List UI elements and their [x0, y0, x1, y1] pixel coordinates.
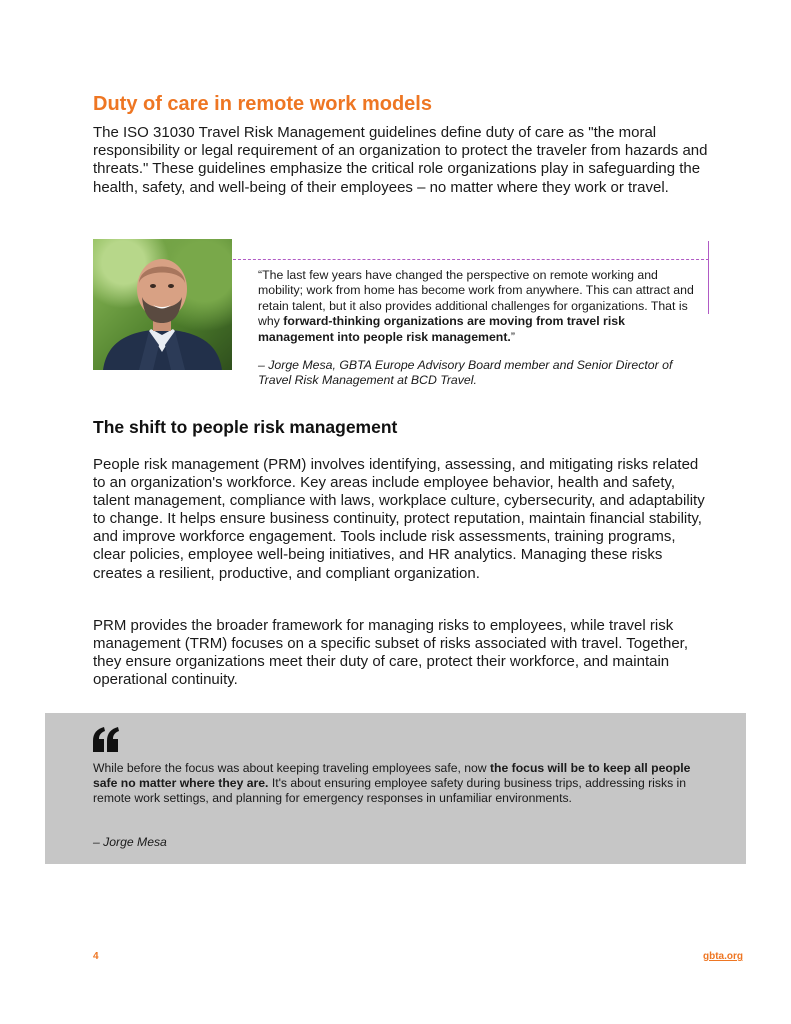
callout-attribution: – Jorge Mesa — [93, 835, 167, 849]
pull-quote-start: “The last few years have changed the perspective on remote working and mobility; work from home has become work from anywhere. This can attract and retain talent, but it also provides additional challenges for organizations. That is why — [258, 268, 694, 329]
quote-mark-icon — [92, 727, 120, 753]
pull-quote-end: ” — [510, 329, 515, 344]
speaker-photo — [93, 239, 232, 370]
prm-paragraph-2: PRM provides the broader framework for managing risks to employees, while travel risk management (TRM) focuses on a specific subset of risks associated with travel. Together, they ensure organizations meet their duty of care, protect their workforce, and maintain operational continuity. — [93, 617, 688, 689]
site-link[interactable]: gbta.org — [703, 951, 743, 962]
callout-quote-end: It's about ensuring employee safety during business trips, addressing risks in remote work settings, and planning for emergency responses in unfamiliar environments. — [93, 776, 687, 806]
page-number: 4 — [93, 951, 99, 962]
section-title: Duty of care in remote work models — [93, 93, 432, 115]
intro-paragraph: The ISO 31030 Travel Risk Management guidelines define duty of care as "the moral responsibility or legal requirement of an organization to protect the traveler from hazards and threats." These guidelines emphasize the critical role organizations play in safeguarding the health, safety, and well-being of their employees – no matter where they work or travel. — [93, 124, 708, 196]
callout-quote-text — [93, 761, 693, 807]
pull-quote-bold: forward-thinking organizations are moving from travel risk management into people risk management. — [258, 314, 625, 344]
portrait-illustration — [93, 239, 232, 370]
callout-quote-start: While before the focus was about keeping traveling employees safe, now — [93, 761, 490, 775]
quote-divider-vertical — [708, 241, 709, 314]
pull-quote-attribution: – Jorge Mesa, GBTA Europe Advisory Board member and Senior Director of Travel Risk Management at BCD Travel. — [258, 358, 673, 388]
subsection-title: The shift to people risk management — [93, 417, 398, 437]
pull-quote-text — [258, 268, 703, 345]
callout-quote-bold: the focus will be to keep all people safe no matter where they are. — [93, 761, 691, 791]
prm-paragraph-1: People risk management (PRM) involves identifying, assessing, and mitigating risks related to an organization's workforce. Key areas include employee behavior, health and safety, talent management, compliance with laws, workplace culture, cybersecurity, and adaptability to change. It helps ensure business continuity, protect reputation, maintain financial stability, and improve workforce engagement. Tools include risk assessments, training programs, clear policies, employee well-being initiatives, and HR analytics. Managing these risks creates a resilient, productive, and compliant organization. — [93, 456, 705, 582]
quote-divider-dashed — [233, 259, 709, 260]
